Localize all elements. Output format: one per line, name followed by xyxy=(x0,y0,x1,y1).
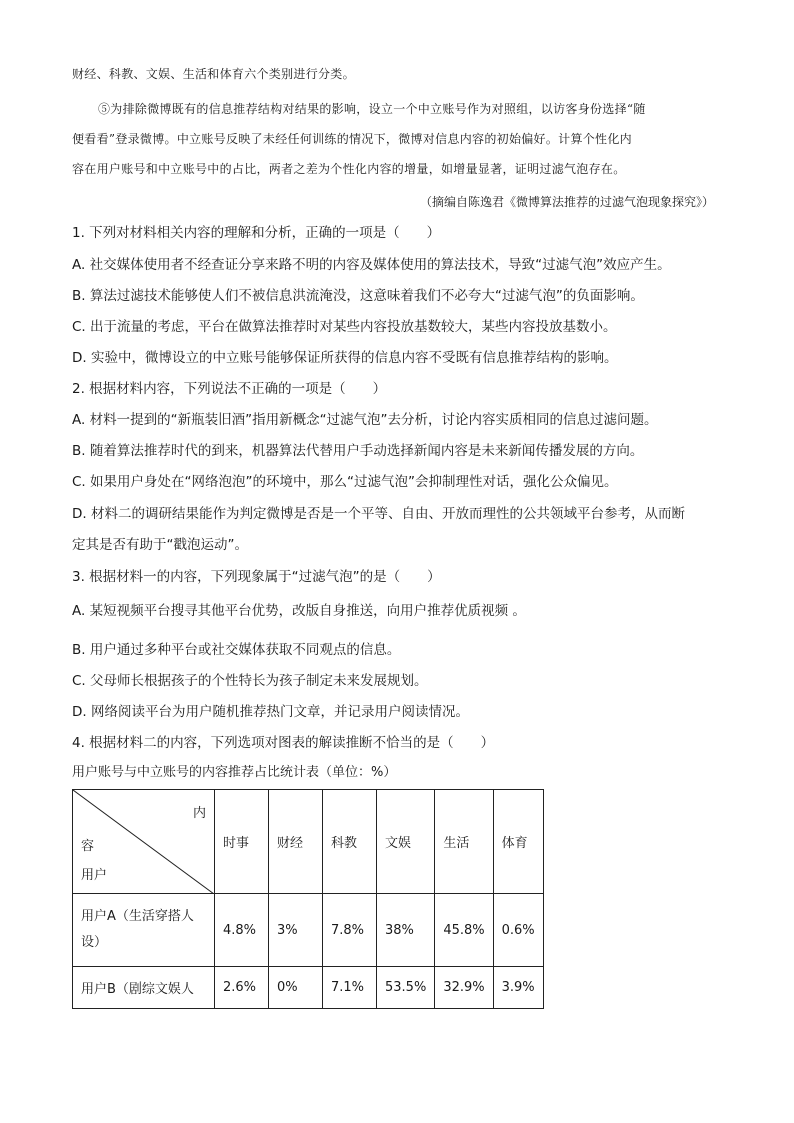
question-3-option-a: A. 某短视频平台搜寻其他平台优势，改版自身推送，向用户推荐优质视频 。 xyxy=(72,603,526,619)
table-cell: 3.9% xyxy=(493,967,543,1009)
header-cell: 体育 xyxy=(493,790,543,894)
question-1-option-b: B. 算法过滤技术能够使人们不被信息洪流淹没，这意味着我们不必夸大“过滤气泡”的负面影响。 xyxy=(72,288,644,304)
table-cell: 3% xyxy=(269,894,323,967)
corner-label-top: 内 xyxy=(192,806,206,821)
question-3-option-b: B. 用户通过多种平台或社交媒体获取不同观点的信息。 xyxy=(72,642,401,658)
question-2-stem: 2. 根据材料内容，下列说法不正确的一项是（ ） xyxy=(72,381,387,397)
question-3-option-c: C. 父母师长根据孩子的个性特长为孩子制定未来发展规划。 xyxy=(72,673,428,689)
table-cell: 32.9% xyxy=(435,967,493,1009)
table-cell: 45.8% xyxy=(435,894,493,967)
question-3-option-d: D. 网络阅读平台为用户随机推荐热门文章，并记录用户阅读情况。 xyxy=(72,704,469,720)
table-row xyxy=(73,894,544,967)
question-2-option-c: C. 如果用户身处在“网络泡泡”的环境中，那么“过滤气泡”会抑制理性对话，强化公众偏见。 xyxy=(72,474,618,490)
passage-line-2: ⑤为排除微博既有的信息推荐结构对结果的影响，设立一个中立账号作为对照组，以访客身份选择“随 xyxy=(98,102,646,116)
table-caption: 用户账号与中立账号的内容推荐占比统计表（单位：%） xyxy=(72,765,397,780)
corner-label-mid: 容 xyxy=(81,839,95,854)
table-cell: 4.8% xyxy=(215,894,269,967)
table-cell: 38% xyxy=(377,894,435,967)
header-cell: 时事 xyxy=(215,790,269,894)
passage-line-3: 便看看”登录微博。中立账号反映了未经任何训练的情况下，微博对信息内容的初始偏好。计算个性化内 xyxy=(72,132,632,146)
header-cell: 财经 xyxy=(269,790,323,894)
row-label: 用户B（剧综文娱人 xyxy=(73,967,215,1009)
question-2-option-d-line-1: D. 材料二的调研结果能作为判定微博是否是一个平等、自由、开放而理性的公共领域平台参考，从而断 xyxy=(72,506,685,522)
question-1-stem: 1. 下列对材料相关内容的理解和分析，正确的一项是（ ） xyxy=(72,225,441,241)
stat-table xyxy=(72,789,544,1009)
question-2-option-d-line-2: 定其是否有助于“戳泡运动”。 xyxy=(72,537,248,553)
table-header-row xyxy=(73,790,544,894)
source-citation: （摘编自陈逸君《微博算法推荐的过滤气泡现象探究》） xyxy=(419,195,714,209)
table-cell: 0.6% xyxy=(493,894,543,967)
header-cell: 生活 xyxy=(435,790,493,894)
passage-line-4: 容在用户账号和中立账号中的占比，两者之差为个性化内容的增量，如增量显著，证明过滤气泡存在。 xyxy=(72,162,626,176)
question-1-option-c: C. 出于流量的考虑，平台在做算法推荐时对某些内容投放基数较大，某些内容投放基数小。 xyxy=(72,319,617,335)
table-row xyxy=(73,967,544,1009)
question-3-stem: 3. 根据材料一的内容，下列现象属于“过滤气泡”的是（ ） xyxy=(72,569,441,585)
table-cell: 0% xyxy=(269,967,323,1009)
question-2-option-a: A. 材料一提到的“新瓶装旧酒”指用新概念“过滤气泡”去分析，讨论内容实质相同的信息过滤问题。 xyxy=(72,412,658,428)
header-cell: 文娱 xyxy=(377,790,435,894)
passage-line-1: 财经、科教、文娱、生活和体育六个类别进行分类。 xyxy=(72,67,355,81)
table-cell: 7.8% xyxy=(323,894,377,967)
header-cell: 科教 xyxy=(323,790,377,894)
row-label: 用户A（生活穿搭人设） xyxy=(73,894,215,967)
corner-label-bottom: 用户 xyxy=(81,868,108,883)
table-cell: 2.6% xyxy=(215,967,269,1009)
question-1-option-a: A. 社交媒体使用者不经查证分享来路不明的内容及媒体使用的算法技术，导致“过滤气泡”效应产生。 xyxy=(72,257,671,273)
question-2-option-b: B. 随着算法推荐时代的到来，机器算法代替用户手动选择新闻内容是未来新闻传播发展的方向。 xyxy=(72,443,644,459)
table-cell: 7.1% xyxy=(323,967,377,1009)
question-4-stem: 4. 根据材料二的内容，下列选项对图表的解读推断不恰当的是（ ） xyxy=(72,735,495,751)
table-cell: 53.5% xyxy=(377,967,435,1009)
table-corner-cell xyxy=(73,790,215,894)
question-1-option-d: D. 实验中，微博设立的中立账号能够保证所获得的信息内容不受既有信息推荐结构的影响。 xyxy=(72,350,618,366)
